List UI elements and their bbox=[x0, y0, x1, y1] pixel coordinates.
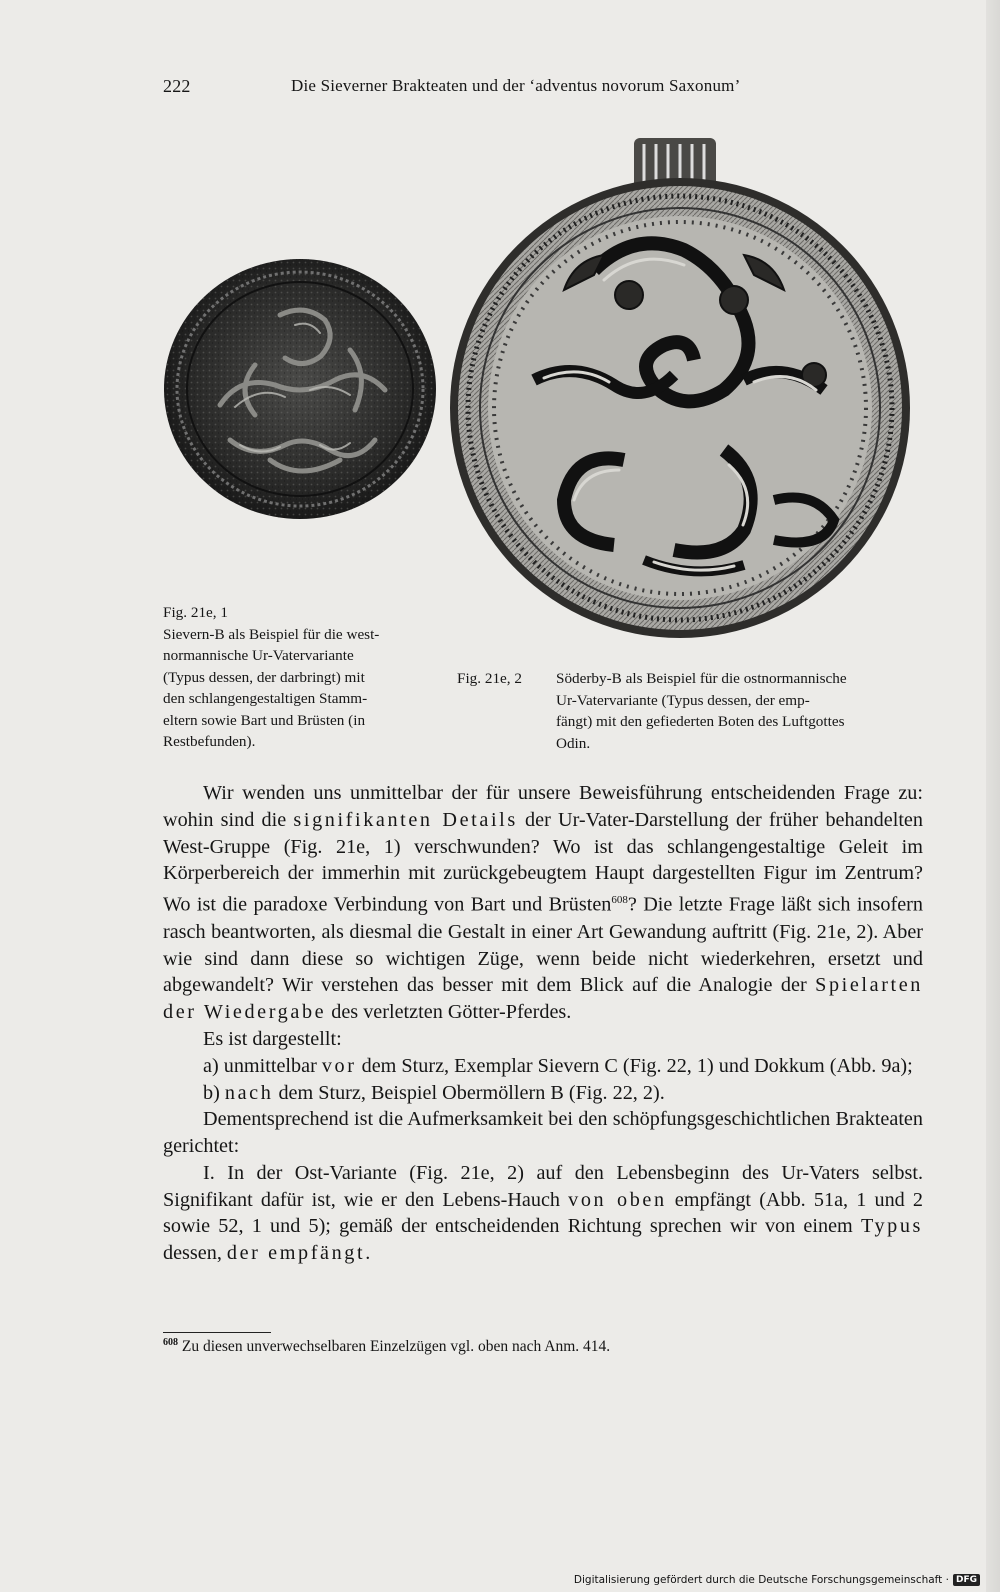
text-run: b) bbox=[203, 1081, 225, 1104]
text-run: a) unmittelbar bbox=[203, 1054, 322, 1077]
spaced-emphasis: der empfängt bbox=[226, 1242, 366, 1265]
footnote-text: Zu diesen unverwechselbaren Einzelzügen vgl. oben nach Anm. 414. bbox=[178, 1338, 611, 1356]
text-run: dem Sturz, Beispiel Obermöllern B (Fig. 22, 2). bbox=[273, 1081, 665, 1104]
caption-line: Söderby-B als Beispiel für die ostnormannische bbox=[556, 670, 847, 687]
spaced-emphasis: von oben bbox=[568, 1188, 667, 1211]
text-run: . bbox=[365, 1242, 371, 1265]
caption-line: (Typus dessen, der darbringt) mit bbox=[163, 668, 365, 686]
text-run: I. In der Ost-Variante (Fig. 21e, 2) auf den Lebensbeginn des Ur-Vaters selbst. Signifikant dafür ist, wie er den Lebens-Hauch bbox=[163, 1161, 923, 1211]
text-run: ? Die letzte Frage läßt sich insofern rasch beantworten, als diesmal die Gestalt in einer Art Gewandung auftritt (Fig. 21e, 2). Aber wie sind dann diese so wichtigen Züge, wenn beide nicht wiederkehren, ersetzt und abgewandelt? Wir verstehen das besser mit dem Blick auf die Analogie der bbox=[163, 893, 923, 997]
paragraph-6 bbox=[163, 1160, 923, 1267]
footnote-number: 608 bbox=[163, 1337, 178, 1348]
body-text bbox=[163, 780, 923, 1267]
caption-line: fängt) mit den gefiederten Boten des Luftgottes bbox=[556, 713, 845, 730]
footnote-608 bbox=[163, 1333, 923, 1357]
paragraph-5: Dementsprechend ist die Aufmerksamkeit bei den schöpfungsgeschichtlichen Brakteaten gerichtet: bbox=[163, 1108, 923, 1158]
spaced-emphasis: nach bbox=[224, 1081, 274, 1104]
caption-line: den schlangengestaltigen Stamm- bbox=[163, 690, 368, 707]
text-run: dem Sturz, Exemplar Sievern C (Fig. 22, 1) und Dokkum (Abb. 9a); bbox=[356, 1054, 913, 1077]
caption-line: normannische Ur-Vatervariante bbox=[163, 647, 354, 664]
paragraph-4 bbox=[163, 1080, 923, 1107]
text-run: empfängt (Abb. 51a, 1 und 2 sowie 52, 1 und 5); gemäß der entscheidenden Richtung sprechen wir von einem bbox=[163, 1188, 923, 1238]
digitization-footer bbox=[574, 1572, 980, 1588]
paragraph-2: Es ist dargestellt: bbox=[203, 1027, 342, 1050]
spaced-emphasis: vor bbox=[321, 1054, 357, 1077]
footnote-ref[interactable]: 608 bbox=[611, 894, 628, 907]
page-number: 222 bbox=[163, 76, 191, 96]
caption-line: Restbefunden). bbox=[163, 733, 256, 750]
text-run: des verletzten Götter-Pferdes. bbox=[326, 1001, 572, 1024]
spaced-emphasis: signifikanten Details bbox=[293, 808, 518, 831]
caption-line: Odin. bbox=[556, 734, 591, 752]
figure-caption-21e-1 bbox=[163, 602, 435, 753]
bracteate-sievern-image bbox=[160, 255, 440, 525]
spaced-emphasis: Spielarten der Wiedergabe bbox=[163, 974, 923, 1024]
text-run: der Ur-Vater-Darstellung der früher behandelten West-Gruppe (Fig. 21e, 1) verschwunden? Wo ist das schlangengestaltige Geleit im Körperbereich der immerhin mit zurückgebeugtem Haupt dargestellten Figur im Zentrum? Wo ist die paradoxe Verbindung von Bart und Brüsten bbox=[163, 808, 923, 916]
figure-label-21e-2: Fig. 21e, 2 bbox=[457, 670, 522, 687]
running-title: Die Sieverner Brakteaten und der ‘adventus novorum Saxonum’ bbox=[291, 76, 741, 95]
figure-caption-21e-2 bbox=[556, 668, 920, 754]
paragraph-3 bbox=[163, 1053, 923, 1080]
caption-line: Sievern-B als Beispiel für die west- bbox=[163, 625, 380, 643]
bracteate-soederby-image bbox=[444, 130, 922, 642]
caption-line: Fig. 21e, 1 bbox=[163, 604, 228, 621]
paragraph-1 bbox=[163, 780, 923, 1026]
text-run: dessen, bbox=[163, 1242, 227, 1265]
caption-line: Ur-Vatervariante (Typus dessen, der emp- bbox=[556, 691, 810, 709]
dfg-logo-icon[interactable]: DFG bbox=[953, 1574, 980, 1586]
page-edge bbox=[986, 0, 1000, 1592]
caption-line: eltern sowie Bart und Brüsten (in bbox=[163, 711, 366, 729]
text-run: Wir wenden uns unmittelbar der für unsere Beweisführung entscheidenden Frage zu: wohin sind die bbox=[163, 782, 923, 831]
spaced-emphasis: Typus bbox=[860, 1215, 923, 1238]
footer-text: Digitalisierung gefördert durch die Deutsche Forschungsgemeinschaft · bbox=[573, 1574, 949, 1586]
